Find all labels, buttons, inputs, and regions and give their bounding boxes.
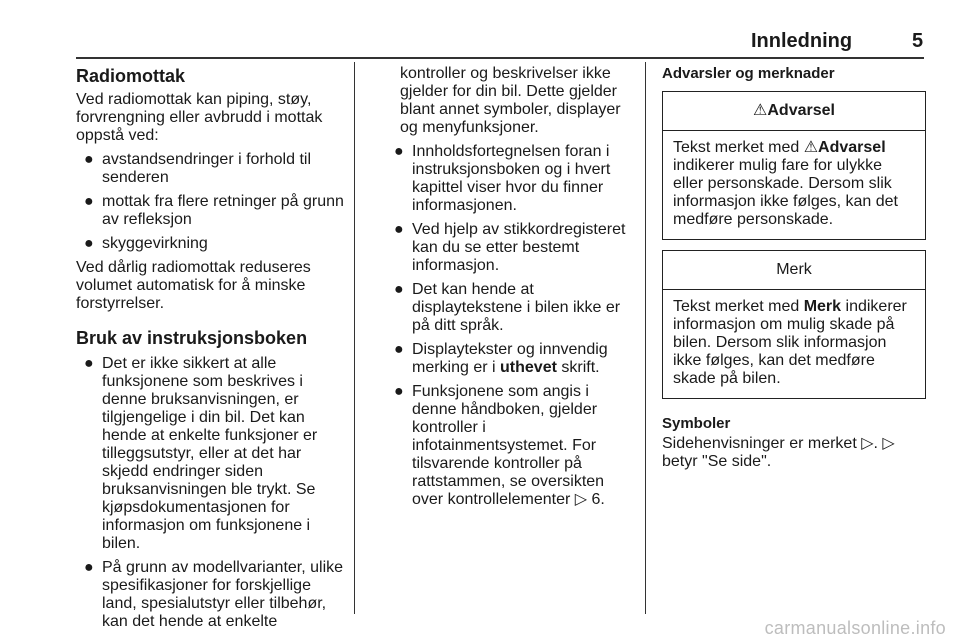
chapter-title: Innledning <box>751 30 853 52</box>
list-item: ● Displaytekster og innvendig merking er i uthevet skrift. <box>394 341 608 376</box>
list-item: ● mottak fra flere retninger på grunn av refleksjon <box>84 193 344 228</box>
paragraph-radio-after: Ved dårlig radiomottak reduseres volumet automatisk for å minske forstyrrelser. <box>76 259 311 312</box>
list-item: ● På grunn av modellvarianter, ulike spesifikasjoner for forskjellige land, spesialutstyr eller tilbehør, kan det hende at enkelte <box>84 559 344 630</box>
page-ref-icon: ▷ <box>882 435 895 452</box>
list-item: ● Innholdsfortegnelsen foran i instruksjonsboken og i hvert kapittel viser hvor du finner informasjonen. <box>394 143 611 214</box>
list-item: ● Det er ikke sikkert at alle funksjonene som beskrives i denne bruksanvisningen, er tilgjengelige i din bil. Det kan hende at enkelte funksjoner er tilleggsutstyr, eller at det har skjedd endringer siden bruksanvisningen ble trykt. Se kjøpsdokumentasjonen for informasjon om funksjonene i bilen. <box>84 355 318 552</box>
note-box-header <box>663 251 925 290</box>
column-right <box>662 65 926 471</box>
warning-box-body: Tekst merket med ⚠Advarsel indikerer mulig fare for ulykke eller personskade. Dersom slik informasjon ikke følges, kan det medføre personskade. <box>673 139 898 228</box>
note-box <box>662 250 926 399</box>
paragraph-radio-intro: Ved radiomottak kan piping, støy, forvrengning eller avbrudd i mottak oppstå ved: <box>76 91 323 144</box>
column-middle <box>386 65 636 515</box>
paragraph-continuation: kontroller og beskrivelser ikke gjelder for din bil. Dette gjelder blant annet symboler, displayer og menyfunksjoner. <box>400 65 621 136</box>
warning-icon: ⚠ <box>753 102 768 119</box>
page-number: 5 <box>912 30 924 52</box>
manual-bullet-list-cont <box>386 143 636 509</box>
list-item: ● Ved hjelp av stikkordregisteret kan du se etter bestemt informasjon. <box>394 221 626 274</box>
page-header <box>0 0 960 60</box>
section-heading-manual: Bruk av instruksjonsboken <box>76 328 308 348</box>
warning-box-title: Advarsel <box>767 102 835 119</box>
manual-bullet-list <box>76 355 350 631</box>
column-left <box>76 65 350 637</box>
watermark <box>0 618 960 642</box>
watermark-text: carmanualsonline.info <box>764 618 946 638</box>
warning-icon-inline: ⚠ <box>803 139 819 156</box>
paragraph-symbols: Sidehenvisninger er merket ▷. ▷ betyr "Se side". <box>662 435 895 470</box>
list-item: ● Funksjonene som angis i denne håndboken, gjelder kontroller i infotainmentsystemet. For tilsvarende kontroller på rattstammen, se oversikten over kontrollelementer ▷ 6. <box>394 383 605 508</box>
page-ref-icon: ▷ <box>574 491 588 508</box>
header-rule <box>76 57 924 59</box>
note-box-title: Merk <box>776 261 812 278</box>
note-box-body: Tekst merket med Merk indikerer informasjon om mulig skade på bilen. Dersom slik informasjon ikke følges, kan det medføre skade på bilen. <box>673 298 907 387</box>
list-item: ● Det kan hende at displaytekstene i bilen ikke er på ditt språk. <box>394 281 621 334</box>
page-ref-icon: ▷ <box>861 435 874 452</box>
warning-box <box>662 91 926 240</box>
warning-box-header <box>663 92 925 131</box>
section-heading-radio: Radiomottak <box>76 66 186 86</box>
section-heading-symbols: Symboler <box>662 415 731 432</box>
list-item: ● skyggevirkning <box>84 235 208 252</box>
column-divider-1 <box>354 62 355 614</box>
list-item: ● avstandsendringer i forhold til senderen <box>84 151 312 186</box>
radio-bullet-list <box>76 151 350 253</box>
section-heading-warnings: Advarsler og merknader <box>662 65 835 82</box>
column-divider-2 <box>645 62 646 614</box>
